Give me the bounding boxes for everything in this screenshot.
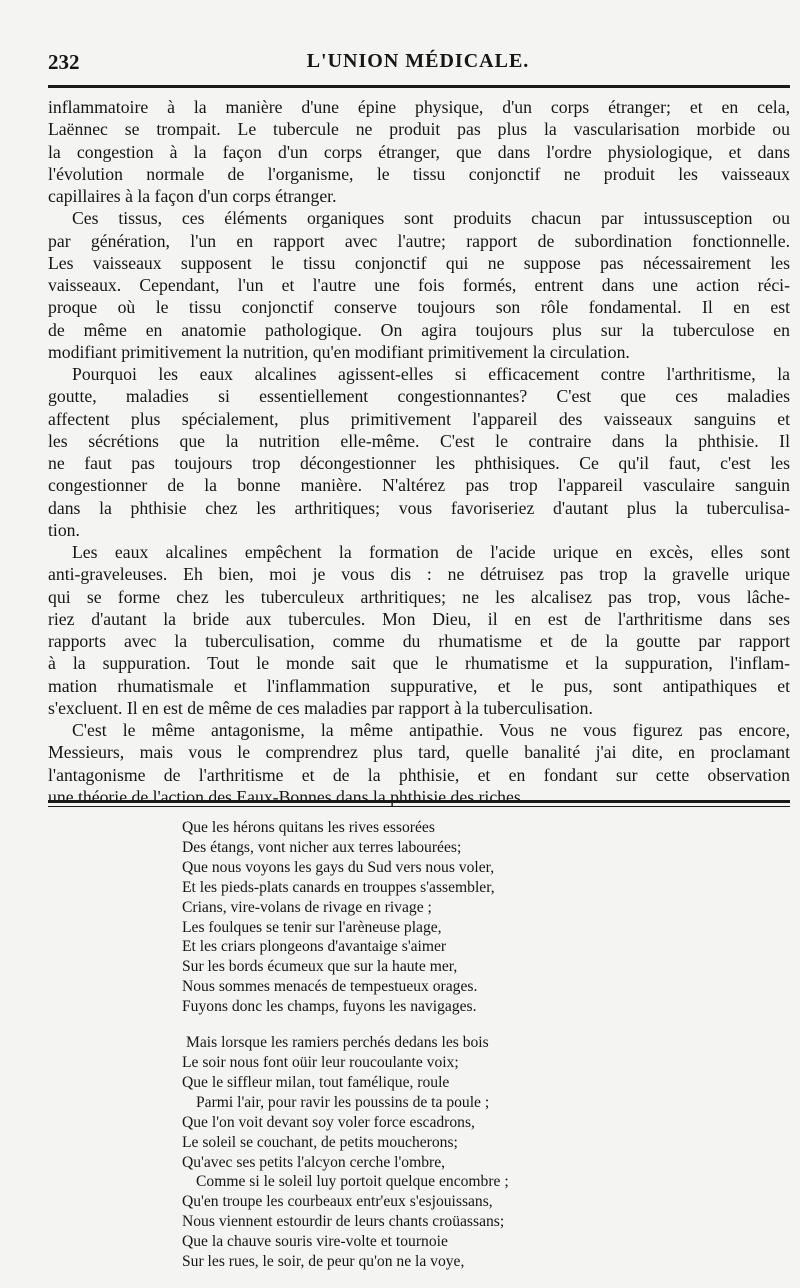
paragraph-line: la congestion à la façon d'un corps étranger, que dans l'ordre physiologique, et dans [48,141,790,162]
poem-verse: Nous sommes menacés de tempestueux orages. [182,978,478,996]
poem-verse: Le soir nous font oüir leur roucoulante voix; [182,1053,459,1071]
page-header [48,50,788,78]
poem-verse: Et les pieds-plats canards en trouppes s'assembler, [182,878,495,896]
paragraph-line: qui se forme chez les tuberculeux arthritiques; ne les alcalisez pas trop, vous lâche- [48,586,790,607]
paragraph-line: Les vaisseaux supposent le tissu conjonctif qui ne suppose pas nécessairement les [48,252,790,273]
paragraph-line: modifiant primitivement la nutrition, qu'en modifiant primitivement la circulation. [48,341,630,362]
paragraph-line: Laënnec se trompait. Le tubercule ne produit pas plus la vascularisation morbide ou [48,119,790,140]
poem-verse: Parmi l'air, pour ravir les poussins de ta poule ; [196,1093,490,1111]
paragraph-line: l'évolution normale de l'organisme, le tissu conjonctif ne produit les vaisseaux [48,163,790,184]
paragraph-line: goutte, maladies si essentiellement congestionnantes? C'est que ces maladies [48,386,790,407]
paragraph-line: affectent plus spécialement, plus primitivement l'appareil des vaisseaux sanguins et [48,408,790,429]
running-title: L'UNION MÉDICALE. [306,50,530,72]
paragraph-line: mation rhumatismale et l'inflammation suppurative, et le pus, sont antipathiques et [48,675,790,696]
poem-verse: Mais lorsque les ramiers perchés dedans les bois [186,1034,489,1052]
poem-verse: Qu'avec ses petits l'alcyon cerche l'ombre, [182,1153,446,1171]
poem-verse: Qu'en troupe les courbeaux entr'eux s'esjouissans, [182,1193,493,1211]
poem-verse: Que la chauve souris vire-volte et tournoie [182,1233,448,1251]
poem-verse: Et les criars plongeons d'avantaige s'aimer [182,938,447,956]
paragraph [48,96,790,207]
paragraph [48,719,790,808]
poem-verse: Crians, vire-volans de rivage en rivage ; [182,898,432,916]
paragraph-line: rapports avec la tuberculisation, comme du rhumatisme et de la goutte par rapport [48,631,790,651]
paragraph-line: riez d'autant la bride aux tubercules. Mon Dieu, il en est de l'arthritisme dans ses [48,608,790,629]
paragraph-line: de même en anatomie pathologique. On agira toujours plus sur la tuberculose en [48,319,790,340]
poem-verse: Nous viennent estourdir de leurs chants croüassans; [182,1213,505,1231]
poem-verse: Fuyons donc les champs, fuyons les navigages. [182,998,477,1016]
paragraph-line: une théorie de l'action des Eaux-Bonnes dans la phthisie des riches. [48,786,526,807]
paragraph-line: C'est le même antagonisme, la même antipathie. Vous ne vous figurez pas encore, [72,720,790,740]
paragraph [48,541,790,719]
paragraph-line: proque où le tissu conjonctif conserve toujours son rôle fondamental. Il en est [48,297,790,318]
poem [182,818,652,1288]
paragraph-line: Messieurs, mais vous le comprendrez plus tard, quelle banalité j'ai dite, en proclamant [48,742,790,763]
paragraph-line: tion. [48,519,80,540]
paragraph-line: s'excluent. Il en est de même de ces maladies par rapport à la tuberculisation. [48,697,593,718]
section-divider [48,800,790,807]
paragraph-line: Les eaux alcalines empêchent la formation de l'acide urique en excès, elles sont [72,542,790,562]
poem-verse: Les foulques se tenir sur l'arèneuse plage, [182,918,442,936]
paragraph-line: vaisseaux. Cependant, l'un et l'autre une fois formés, entrent dans une action réci- [48,275,790,295]
poem-verse: Des étangs, vont nicher aux terres labourées; [182,838,462,856]
paragraph-line: inflammatoire à la manière d'une épine physique, d'un corps étranger; et en cela, [48,97,790,117]
header-rule [48,85,790,88]
paragraph [48,363,790,541]
paragraph-line: congestionner de la bonne manière. N'altérez pas trop l'appareil vasculaire sanguin [48,475,790,496]
paragraph-line: les sécrétions que la nutrition elle-même. C'est le contraire dans la phthisie. Il [48,430,790,451]
poem-verse: Comme si le soleil luy portoit quelque encombre ; [196,1173,509,1191]
paragraph-line: Pourquoi les eaux alcalines agissent-elles si efficacement contre l'arthritisme, la [72,364,790,384]
paragraph-line: anti-graveleuses. Eh bien, moi je vous dis : ne détruisez pas trop la gravelle urique [48,564,790,585]
poem-verse: Le soleil se couchant, de petits moucherons; [182,1133,458,1151]
paragraph-line: Ces tissus, ces éléments organiques sont produits chacun par intussusception ou [72,208,790,229]
paragraph-line: à la suppuration. Tout le monde sait que le rhumatisme et la suppuration, l'inflam- [48,653,790,674]
poem-verse: Sur les bords écumeux que sur la haute mer, [182,958,458,976]
paragraph-line: l'antagonisme de l'arthritisme et de la phthisie, et en fondant sur cette observation [48,764,790,785]
poem-verse: Sur les rues, le soir, de peur qu'on ne la voye, [182,1253,465,1271]
paragraph-line: ne faut pas toujours trop décongestionner les phthisiques. Ce qu'il faut, c'est les [48,453,790,473]
paragraph-line: dans la phthisie chez les arthritiques; vous favoriseriez d'autant plus la tuberculisa- [48,497,790,518]
body-text [48,96,790,808]
paragraph-line: capillaires à la façon d'un corps étranger. [48,186,337,206]
poem-verse: Que le siffleur milan, tout famélique, roule [182,1073,450,1091]
paragraph [48,207,790,363]
paragraph-line: par génération, l'un en rapport avec l'autre; rapport de subordination fonctionnelle. [48,230,790,251]
poem-verse: Que nous voyons les gays du Sud vers nous voler, [182,858,495,876]
poem-stanza [182,818,652,1017]
page-number: 232 [48,50,80,74]
poem-verse: Que l'on voit devant soy voler force escadrons, [182,1113,475,1131]
poem-verse: Que les hérons quitans les rives essorées [182,819,435,836]
poem-stanza [182,1033,652,1272]
